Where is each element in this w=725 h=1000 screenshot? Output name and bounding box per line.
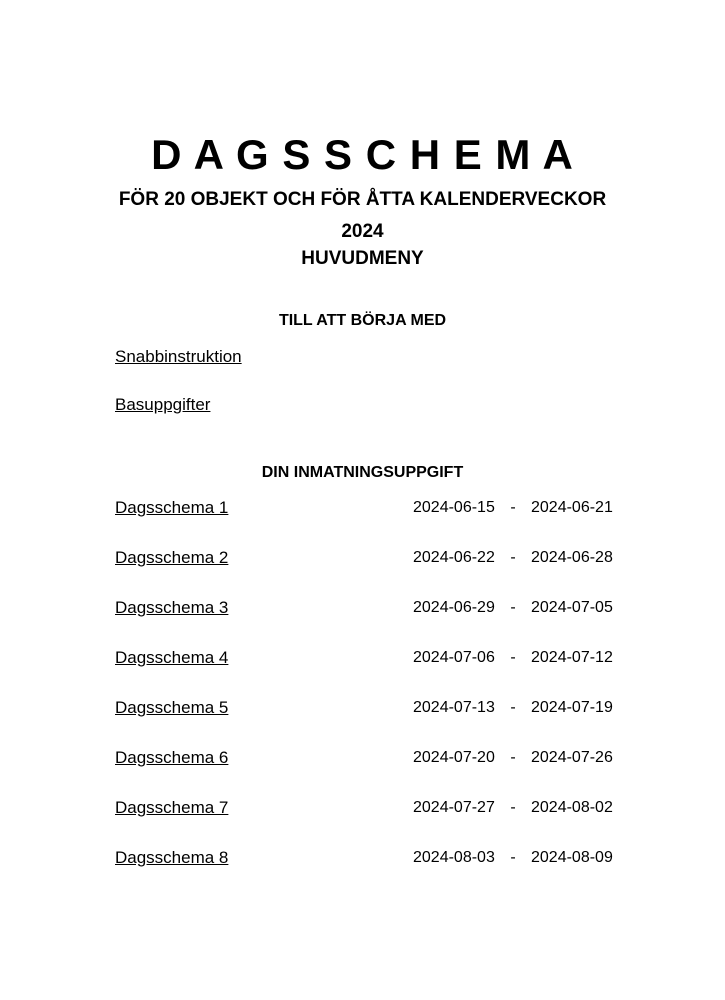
date-separator: - — [510, 799, 516, 816]
end-date: 2024-07-19 — [531, 699, 613, 716]
year-label: 2024 — [341, 221, 384, 242]
dagsschema-link[interactable]: Dagsschema 2 — [115, 548, 229, 567]
date-separator: - — [510, 649, 516, 666]
link-basuppgifter[interactable]: Basuppgifter — [115, 395, 211, 414]
schedule-row — [115, 549, 613, 599]
dagsschema-link[interactable]: Dagsschema 4 — [115, 648, 229, 667]
schedule-list — [115, 499, 613, 899]
page-title: D A G S S C H E M A — [151, 131, 574, 178]
start-date: 2024-07-27 — [413, 799, 495, 816]
main-menu-label: HUVUDMENY — [301, 248, 424, 269]
dagsschema-link[interactable]: Dagsschema 7 — [115, 798, 229, 817]
schedule-row — [115, 749, 613, 799]
end-date: 2024-07-05 — [531, 599, 613, 616]
date-separator: - — [510, 849, 516, 866]
date-separator: - — [510, 749, 516, 766]
date-separator: - — [510, 599, 516, 616]
start-date: 2024-06-15 — [413, 499, 495, 516]
page-subtitle: FÖR 20 OBJEKT OCH FÖR ÅTTA KALENDERVECKOR — [118, 189, 607, 210]
schedule-row — [115, 599, 613, 649]
start-date: 2024-08-03 — [413, 849, 495, 866]
start-date: 2024-06-22 — [413, 549, 495, 566]
input-section-heading: DIN INMATNINGSUPPGIFT — [261, 464, 464, 481]
dagsschema-link[interactable]: Dagsschema 6 — [115, 748, 229, 767]
schedule-row — [115, 699, 613, 749]
start-date: 2024-07-20 — [413, 749, 495, 766]
end-date: 2024-07-12 — [531, 649, 613, 666]
start-date: 2024-07-06 — [413, 649, 495, 666]
dagsschema-link[interactable]: Dagsschema 8 — [115, 848, 229, 867]
dagsschema-link[interactable]: Dagsschema 5 — [115, 698, 229, 717]
schedule-row — [115, 799, 613, 849]
end-date: 2024-06-21 — [531, 499, 613, 516]
date-separator: - — [510, 699, 516, 716]
schedule-row — [115, 499, 613, 549]
dagsschema-link[interactable]: Dagsschema 1 — [115, 498, 229, 517]
end-date: 2024-07-26 — [531, 749, 613, 766]
end-date: 2024-08-09 — [531, 849, 613, 866]
end-date: 2024-06-28 — [531, 549, 613, 566]
dagsschema-link[interactable]: Dagsschema 3 — [115, 598, 229, 617]
schedule-row — [115, 649, 613, 699]
date-separator: - — [510, 549, 516, 566]
end-date: 2024-08-02 — [531, 799, 613, 816]
start-date: 2024-06-29 — [413, 599, 495, 616]
start-section-heading: TILL ATT BÖRJA MED — [278, 312, 447, 329]
schedule-row — [115, 849, 613, 899]
date-separator: - — [510, 499, 516, 516]
link-snabbinstruktion[interactable]: Snabbinstruktion — [115, 347, 242, 366]
start-date: 2024-07-13 — [413, 699, 495, 716]
